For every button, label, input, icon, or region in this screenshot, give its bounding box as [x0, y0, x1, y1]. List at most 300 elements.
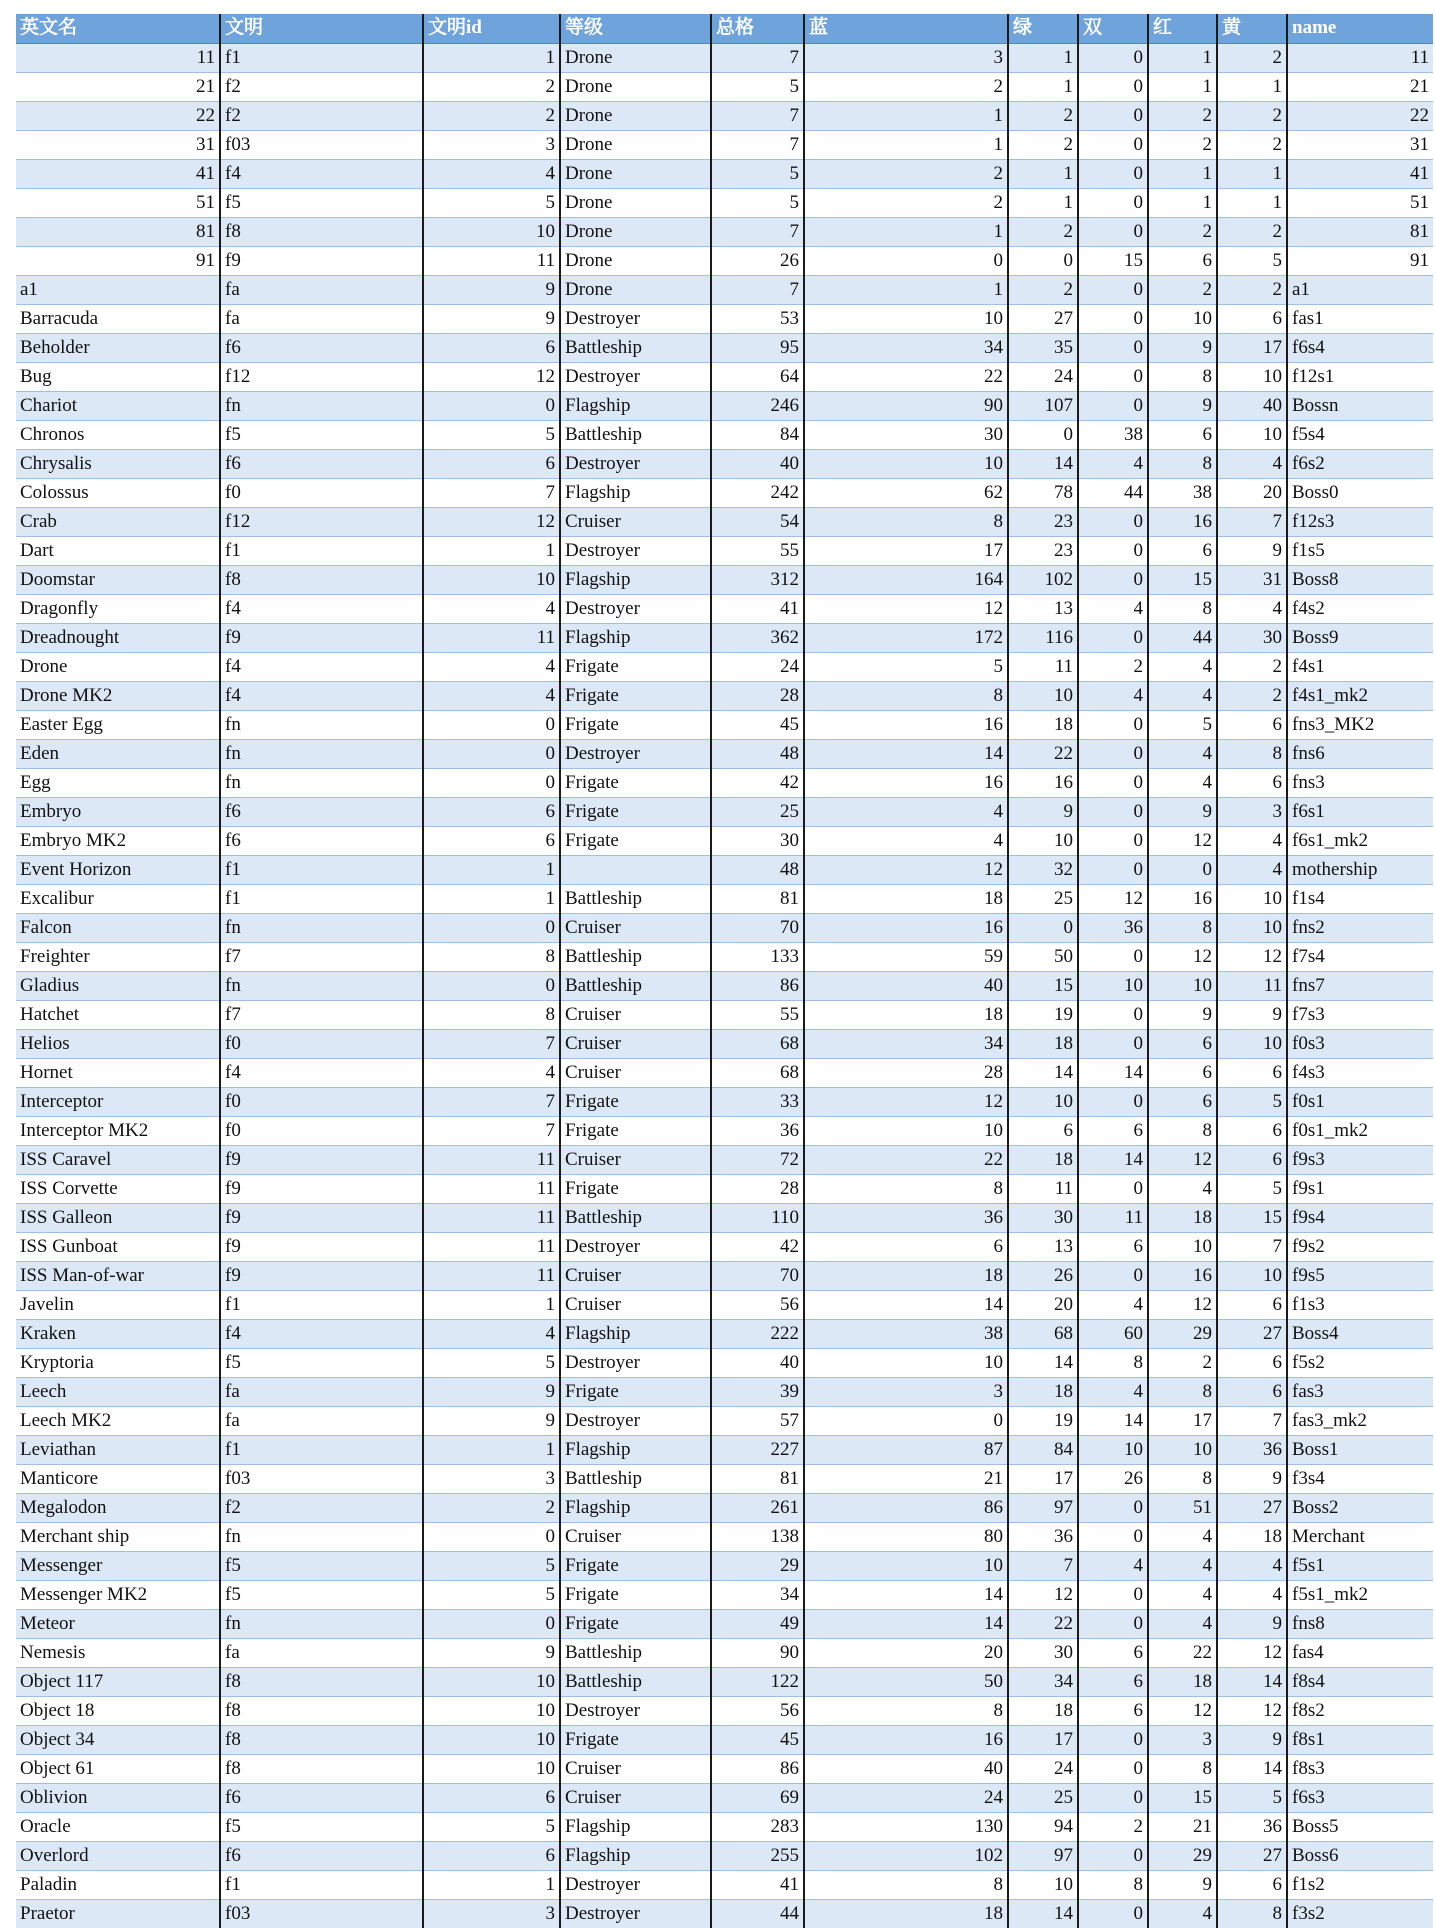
table-cell[interactable]: f7s4 [1287, 942, 1433, 971]
table-cell[interactable]: 24 [804, 1783, 1008, 1812]
table-cell[interactable]: 6 [1078, 1638, 1148, 1667]
table-cell[interactable]: 0 [1148, 855, 1217, 884]
table-cell[interactable]: 23 [1008, 507, 1078, 536]
table-cell[interactable]: f4s1 [1287, 652, 1433, 681]
table-cell[interactable]: 4 [1078, 1290, 1148, 1319]
table-cell[interactable]: 9 [1217, 1000, 1287, 1029]
column-header[interactable]: name [1287, 14, 1433, 43]
table-cell[interactable]: 10 [423, 1725, 560, 1754]
table-cell[interactable]: 4 [423, 652, 560, 681]
table-cell[interactable]: 14 [1008, 1058, 1078, 1087]
table-cell[interactable]: fa [220, 1377, 423, 1406]
table-cell[interactable]: 0 [1078, 333, 1148, 362]
table-cell[interactable]: 0 [1078, 1174, 1148, 1203]
table-cell[interactable]: f4 [220, 594, 423, 623]
table-cell[interactable]: 31 [16, 130, 220, 159]
table-cell[interactable]: 8 [1148, 449, 1217, 478]
table-cell[interactable]: 91 [16, 246, 220, 275]
table-cell[interactable]: 4 [423, 681, 560, 710]
table-cell[interactable]: 34 [711, 1580, 804, 1609]
table-cell[interactable]: 8 [804, 1696, 1008, 1725]
table-cell[interactable]: Boss9 [1287, 623, 1433, 652]
table-cell[interactable]: Battleship [560, 420, 711, 449]
table-cell[interactable]: 11 [16, 43, 220, 72]
table-cell[interactable]: 6 [1078, 1696, 1148, 1725]
table-cell[interactable]: 38 [1078, 420, 1148, 449]
table-cell[interactable]: Object 18 [16, 1696, 220, 1725]
table-cell[interactable]: fns3_MK2 [1287, 710, 1433, 739]
table-cell[interactable]: 26 [1008, 1261, 1078, 1290]
table-cell[interactable]: Dart [16, 536, 220, 565]
table-cell[interactable]: 9 [1217, 1464, 1287, 1493]
table-cell[interactable]: 16 [804, 913, 1008, 942]
table-cell[interactable]: Destroyer [560, 739, 711, 768]
table-cell[interactable]: f4s1_mk2 [1287, 681, 1433, 710]
table-cell[interactable]: Drone [560, 130, 711, 159]
table-cell[interactable]: ISS Man-of-war [16, 1261, 220, 1290]
table-cell[interactable]: 81 [711, 884, 804, 913]
table-cell[interactable]: f3s2 [1287, 1899, 1433, 1928]
table-cell[interactable]: 1 [423, 855, 560, 884]
table-cell[interactable]: 9 [1217, 1725, 1287, 1754]
table-cell[interactable]: 12 [1078, 884, 1148, 913]
table-cell[interactable]: 0 [1078, 304, 1148, 333]
table-cell[interactable]: Destroyer [560, 449, 711, 478]
table-cell[interactable]: Cruiser [560, 913, 711, 942]
table-cell[interactable]: 7 [711, 217, 804, 246]
table-cell[interactable]: 0 [1078, 1522, 1148, 1551]
table-cell[interactable]: 2 [1148, 217, 1217, 246]
table-cell[interactable]: fn [220, 391, 423, 420]
table-cell[interactable]: 19 [1008, 1000, 1078, 1029]
table-cell[interactable]: 6 [1217, 1348, 1287, 1377]
table-cell[interactable]: 95 [711, 333, 804, 362]
table-cell[interactable]: 9 [1148, 1870, 1217, 1899]
table-cell[interactable]: f9s3 [1287, 1145, 1433, 1174]
table-cell[interactable]: 4 [1148, 768, 1217, 797]
table-cell[interactable]: 0 [1078, 43, 1148, 72]
table-cell[interactable]: 0 [1078, 101, 1148, 130]
table-cell[interactable]: 0 [423, 391, 560, 420]
table-cell[interactable]: Frigate [560, 1116, 711, 1145]
table-cell[interactable]: f5 [220, 1551, 423, 1580]
table-cell[interactable]: 227 [711, 1435, 804, 1464]
table-cell[interactable]: f6 [220, 1783, 423, 1812]
table-cell[interactable]: 11 [423, 1203, 560, 1232]
table-cell[interactable]: 1 [423, 884, 560, 913]
table-cell[interactable]: Chrysalis [16, 449, 220, 478]
table-cell[interactable]: 4 [1217, 449, 1287, 478]
table-cell[interactable]: 20 [1008, 1290, 1078, 1319]
table-cell[interactable]: 130 [804, 1812, 1008, 1841]
table-cell[interactable]: 14 [804, 739, 1008, 768]
table-cell[interactable]: 22 [16, 101, 220, 130]
table-cell[interactable]: 54 [711, 507, 804, 536]
table-cell[interactable]: 22 [804, 1145, 1008, 1174]
table-cell[interactable]: 64 [711, 362, 804, 391]
table-cell[interactable]: Meteor [16, 1609, 220, 1638]
table-cell[interactable]: 1 [1217, 188, 1287, 217]
table-cell[interactable]: 5 [423, 1812, 560, 1841]
table-cell[interactable]: 2 [1008, 275, 1078, 304]
table-cell[interactable]: 1 [1008, 72, 1078, 101]
table-cell[interactable]: 116 [1008, 623, 1078, 652]
table-cell[interactable]: 4 [1217, 855, 1287, 884]
table-cell[interactable]: Messenger [16, 1551, 220, 1580]
table-cell[interactable]: 18 [1148, 1203, 1217, 1232]
table-cell[interactable]: Frigate [560, 1725, 711, 1754]
table-cell[interactable]: 2 [1148, 1348, 1217, 1377]
table-cell[interactable]: 4 [1217, 1580, 1287, 1609]
table-cell[interactable]: 18 [804, 1899, 1008, 1928]
table-cell[interactable]: 8 [804, 681, 1008, 710]
table-cell[interactable]: f4 [220, 1058, 423, 1087]
column-header[interactable]: 文明 [220, 14, 423, 43]
table-cell[interactable]: 0 [1078, 768, 1148, 797]
table-cell[interactable]: Frigate [560, 681, 711, 710]
table-cell[interactable]: 0 [1078, 942, 1148, 971]
table-cell[interactable]: Freighter [16, 942, 220, 971]
table-cell[interactable]: Drone [560, 72, 711, 101]
table-cell[interactable]: Cruiser [560, 1029, 711, 1058]
table-cell[interactable]: 1 [1008, 188, 1078, 217]
table-cell[interactable]: f12s3 [1287, 507, 1433, 536]
table-cell[interactable]: Interceptor MK2 [16, 1116, 220, 1145]
table-cell[interactable]: 20 [804, 1638, 1008, 1667]
table-cell[interactable]: 10 [423, 1696, 560, 1725]
table-cell[interactable]: 2 [1217, 681, 1287, 710]
table-cell[interactable]: 6 [1008, 1116, 1078, 1145]
table-cell[interactable]: f12 [220, 507, 423, 536]
table-cell[interactable]: 27 [1217, 1493, 1287, 1522]
table-cell[interactable]: f8 [220, 1725, 423, 1754]
table-cell[interactable]: 12 [1148, 826, 1217, 855]
table-cell[interactable]: 3 [1217, 797, 1287, 826]
table-cell[interactable]: 7 [711, 275, 804, 304]
table-cell[interactable]: Frigate [560, 768, 711, 797]
table-cell[interactable]: Drone [560, 275, 711, 304]
table-cell[interactable]: Cruiser [560, 507, 711, 536]
table-cell[interactable]: 40 [711, 1348, 804, 1377]
table-cell[interactable]: fn [220, 971, 423, 1000]
table-cell[interactable]: f12 [220, 362, 423, 391]
table-cell[interactable]: Frigate [560, 1377, 711, 1406]
table-cell[interactable]: f9 [220, 1232, 423, 1261]
table-cell[interactable]: 22 [1287, 101, 1433, 130]
table-cell[interactable]: 97 [1008, 1841, 1078, 1870]
table-cell[interactable]: 9 [1148, 391, 1217, 420]
table-cell[interactable]: 8 [1217, 1899, 1287, 1928]
table-cell[interactable]: f9 [220, 1145, 423, 1174]
table-cell[interactable]: 0 [1078, 159, 1148, 188]
table-cell[interactable]: 9 [1008, 797, 1078, 826]
table-cell[interactable]: Destroyer [560, 304, 711, 333]
table-cell[interactable]: 14 [1078, 1145, 1148, 1174]
table-cell[interactable]: 8 [1148, 594, 1217, 623]
table-cell[interactable]: 36 [1008, 1522, 1078, 1551]
table-cell[interactable]: 50 [804, 1667, 1008, 1696]
table-cell[interactable]: 5 [423, 1348, 560, 1377]
table-cell[interactable]: 3 [804, 1377, 1008, 1406]
table-cell[interactable]: 17 [1217, 333, 1287, 362]
table-cell[interactable]: 18 [1217, 1522, 1287, 1551]
table-cell[interactable]: 13 [1008, 594, 1078, 623]
table-cell[interactable]: 18 [804, 1261, 1008, 1290]
table-cell[interactable]: Praetor [16, 1899, 220, 1928]
table-cell[interactable]: 12 [1148, 1145, 1217, 1174]
table-cell[interactable]: 6 [1148, 536, 1217, 565]
table-cell[interactable]: Cruiser [560, 1000, 711, 1029]
table-cell[interactable]: 32 [1008, 855, 1078, 884]
table-cell[interactable]: 34 [1008, 1667, 1078, 1696]
table-cell[interactable]: 12 [1217, 942, 1287, 971]
table-cell[interactable]: f1s4 [1287, 884, 1433, 913]
table-cell[interactable]: 1 [804, 275, 1008, 304]
table-cell[interactable]: 10 [1217, 420, 1287, 449]
table-cell[interactable]: 2 [1148, 130, 1217, 159]
table-cell[interactable]: 10 [423, 217, 560, 246]
table-cell[interactable]: 16 [1148, 507, 1217, 536]
table-cell[interactable]: 4 [423, 159, 560, 188]
table-cell[interactable]: 59 [804, 942, 1008, 971]
table-cell[interactable]: 36 [804, 1203, 1008, 1232]
table-cell[interactable]: 7 [1217, 1406, 1287, 1435]
table-cell[interactable]: f1 [220, 884, 423, 913]
table-cell[interactable]: 28 [711, 1174, 804, 1203]
table-cell[interactable]: 6 [1148, 1029, 1217, 1058]
table-cell[interactable]: Frigate [560, 1580, 711, 1609]
table-cell[interactable]: 10 [1217, 1261, 1287, 1290]
table-cell[interactable]: 1 [1148, 72, 1217, 101]
table-cell[interactable]: Drone [560, 101, 711, 130]
table-cell[interactable]: 0 [1008, 913, 1078, 942]
table-cell[interactable]: f12s1 [1287, 362, 1433, 391]
table-cell[interactable]: 17 [1008, 1725, 1078, 1754]
table-cell[interactable]: f03 [220, 130, 423, 159]
table-cell[interactable]: 21 [1287, 72, 1433, 101]
table-cell[interactable]: 5 [1148, 710, 1217, 739]
table-cell[interactable]: f9 [220, 1203, 423, 1232]
table-cell[interactable]: fas1 [1287, 304, 1433, 333]
table-cell[interactable]: f03 [220, 1899, 423, 1928]
table-cell[interactable]: f5 [220, 1348, 423, 1377]
table-cell[interactable]: Drone [560, 159, 711, 188]
table-cell[interactable]: Flagship [560, 478, 711, 507]
table-cell[interactable]: Boss2 [1287, 1493, 1433, 1522]
table-cell[interactable]: f9 [220, 1261, 423, 1290]
table-cell[interactable]: 0 [1078, 1580, 1148, 1609]
table-cell[interactable]: ISS Caravel [16, 1145, 220, 1174]
table-cell[interactable]: 4 [423, 1058, 560, 1087]
table-cell[interactable]: 84 [711, 420, 804, 449]
table-cell[interactable]: 12 [423, 362, 560, 391]
table-cell[interactable]: 11 [423, 1145, 560, 1174]
table-cell[interactable]: 7 [423, 1116, 560, 1145]
table-cell[interactable]: Hatchet [16, 1000, 220, 1029]
table-cell[interactable]: fn [220, 710, 423, 739]
table-cell[interactable]: 14 [1217, 1667, 1287, 1696]
table-cell[interactable]: 8 [423, 942, 560, 971]
table-cell[interactable]: f0s3 [1287, 1029, 1433, 1058]
table-cell[interactable]: 5 [1217, 1783, 1287, 1812]
table-cell[interactable]: 15 [1078, 246, 1148, 275]
table-cell[interactable]: 6 [1217, 1145, 1287, 1174]
table-cell[interactable]: 11 [1008, 1174, 1078, 1203]
table-cell[interactable]: 6 [1217, 1377, 1287, 1406]
table-cell[interactable]: 33 [711, 1087, 804, 1116]
table-cell[interactable]: fa [220, 275, 423, 304]
table-cell[interactable]: Drone [560, 43, 711, 72]
table-cell[interactable]: Leviathan [16, 1435, 220, 1464]
table-cell[interactable]: 17 [804, 536, 1008, 565]
table-cell[interactable]: 12 [1217, 1696, 1287, 1725]
table-cell[interactable]: Cruiser [560, 1783, 711, 1812]
table-cell[interactable]: Paladin [16, 1870, 220, 1899]
table-cell[interactable]: 0 [423, 768, 560, 797]
table-cell[interactable]: 1 [804, 101, 1008, 130]
table-cell[interactable]: 17 [1148, 1406, 1217, 1435]
table-cell[interactable]: 4 [1217, 594, 1287, 623]
table-cell[interactable]: 4 [423, 1319, 560, 1348]
table-cell[interactable]: f1 [220, 1870, 423, 1899]
table-cell[interactable]: 15 [1008, 971, 1078, 1000]
table-cell[interactable]: fns6 [1287, 739, 1433, 768]
table-cell[interactable]: 48 [711, 739, 804, 768]
table-cell[interactable]: 9 [1217, 536, 1287, 565]
table-cell[interactable]: 6 [1217, 1116, 1287, 1145]
table-cell[interactable]: 6 [423, 449, 560, 478]
table-cell[interactable]: 90 [804, 391, 1008, 420]
table-cell[interactable]: 80 [804, 1522, 1008, 1551]
table-cell[interactable]: 6 [1148, 246, 1217, 275]
table-cell[interactable]: 2 [1217, 652, 1287, 681]
table-cell[interactable]: 10 [423, 1754, 560, 1783]
table-cell[interactable]: f0s1 [1287, 1087, 1433, 1116]
table-cell[interactable]: 97 [1008, 1493, 1078, 1522]
table-cell[interactable]: 14 [1008, 1348, 1078, 1377]
table-cell[interactable]: 12 [804, 1087, 1008, 1116]
table-cell[interactable]: 57 [711, 1406, 804, 1435]
table-cell[interactable]: 1 [1148, 188, 1217, 217]
table-cell[interactable]: 5 [423, 420, 560, 449]
table-cell[interactable]: 2 [1217, 43, 1287, 72]
table-cell[interactable]: 11 [1287, 43, 1433, 72]
table-cell[interactable]: f5 [220, 1580, 423, 1609]
table-cell[interactable]: 0 [1078, 565, 1148, 594]
table-cell[interactable]: f9 [220, 623, 423, 652]
table-cell[interactable]: 2 [1217, 217, 1287, 246]
table-cell[interactable]: Flagship [560, 623, 711, 652]
table-cell[interactable]: 122 [711, 1667, 804, 1696]
table-cell[interactable]: Destroyer [560, 1232, 711, 1261]
table-cell[interactable]: Cruiser [560, 1522, 711, 1551]
table-cell[interactable]: 25 [711, 797, 804, 826]
table-cell[interactable]: 10 [804, 304, 1008, 333]
table-cell[interactable]: f5 [220, 188, 423, 217]
table-cell[interactable]: Flagship [560, 1841, 711, 1870]
table-cell[interactable]: 6 [423, 826, 560, 855]
table-cell[interactable]: 7 [711, 130, 804, 159]
table-cell[interactable]: 0 [1078, 1725, 1148, 1754]
table-cell[interactable]: 24 [1008, 1754, 1078, 1783]
table-cell[interactable]: 56 [711, 1290, 804, 1319]
table-cell[interactable]: fn [220, 1522, 423, 1551]
table-cell[interactable]: f4 [220, 1319, 423, 1348]
table-cell[interactable]: Cruiser [560, 1754, 711, 1783]
table-cell[interactable]: Merchant ship [16, 1522, 220, 1551]
table-cell[interactable]: f8 [220, 565, 423, 594]
table-cell[interactable]: Oblivion [16, 1783, 220, 1812]
table-cell[interactable]: Egg [16, 768, 220, 797]
table-cell[interactable]: 51 [1148, 1493, 1217, 1522]
table-cell[interactable]: Boss6 [1287, 1841, 1433, 1870]
table-cell[interactable]: f8s3 [1287, 1754, 1433, 1783]
table-cell[interactable]: 16 [804, 710, 1008, 739]
table-cell[interactable]: 91 [1287, 246, 1433, 275]
table-cell[interactable]: 2 [804, 188, 1008, 217]
table-cell[interactable]: Event Horizon [16, 855, 220, 884]
table-cell[interactable]: 28 [804, 1058, 1008, 1087]
table-cell[interactable]: 10 [804, 1348, 1008, 1377]
table-cell[interactable]: 0 [1078, 1783, 1148, 1812]
table-cell[interactable]: 8 [804, 507, 1008, 536]
table-cell[interactable]: 14 [804, 1580, 1008, 1609]
table-cell[interactable]: 53 [711, 304, 804, 333]
table-cell[interactable]: Destroyer [560, 1899, 711, 1928]
table-cell[interactable]: fn [220, 913, 423, 942]
table-cell[interactable]: 2 [423, 101, 560, 130]
table-cell[interactable]: Interceptor [16, 1087, 220, 1116]
table-cell[interactable]: 24 [1008, 362, 1078, 391]
table-cell[interactable]: Cruiser [560, 1261, 711, 1290]
table-cell[interactable]: f1s2 [1287, 1870, 1433, 1899]
table-cell[interactable]: 0 [1078, 536, 1148, 565]
table-cell[interactable]: Frigate [560, 826, 711, 855]
column-header[interactable]: 黄 [1217, 14, 1287, 43]
table-cell[interactable]: f6s1_mk2 [1287, 826, 1433, 855]
table-cell[interactable]: 102 [1008, 565, 1078, 594]
table-cell[interactable]: Gladius [16, 971, 220, 1000]
column-header[interactable]: 总格 [711, 14, 804, 43]
table-cell[interactable]: f6s2 [1287, 449, 1433, 478]
table-cell[interactable]: 6 [804, 1232, 1008, 1261]
table-cell[interactable]: f4 [220, 681, 423, 710]
table-cell[interactable]: 21 [1148, 1812, 1217, 1841]
table-cell[interactable]: ISS Gunboat [16, 1232, 220, 1261]
table-cell[interactable]: f1s3 [1287, 1290, 1433, 1319]
table-cell[interactable]: 0 [1078, 1261, 1148, 1290]
table-cell[interactable]: Destroyer [560, 1348, 711, 1377]
table-cell[interactable]: f5s4 [1287, 420, 1433, 449]
table-cell[interactable]: 1 [804, 130, 1008, 159]
table-cell[interactable]: f2 [220, 1493, 423, 1522]
table-cell[interactable]: 4 [1148, 1522, 1217, 1551]
table-cell[interactable]: 81 [16, 217, 220, 246]
table-cell[interactable]: 17 [1008, 1464, 1078, 1493]
table-cell[interactable]: Chronos [16, 420, 220, 449]
table-cell[interactable]: f0s1_mk2 [1287, 1116, 1433, 1145]
table-cell[interactable]: 35 [1008, 333, 1078, 362]
table-cell[interactable]: 0 [1078, 623, 1148, 652]
table-cell[interactable]: 312 [711, 565, 804, 594]
table-cell[interactable]: 12 [423, 507, 560, 536]
table-cell[interactable]: Frigate [560, 1551, 711, 1580]
table-cell[interactable]: Chariot [16, 391, 220, 420]
table-cell[interactable]: 6 [1217, 1290, 1287, 1319]
table-cell[interactable]: f6s4 [1287, 333, 1433, 362]
table-cell[interactable]: Kryptoria [16, 1348, 220, 1377]
table-cell[interactable]: 10 [1078, 971, 1148, 1000]
